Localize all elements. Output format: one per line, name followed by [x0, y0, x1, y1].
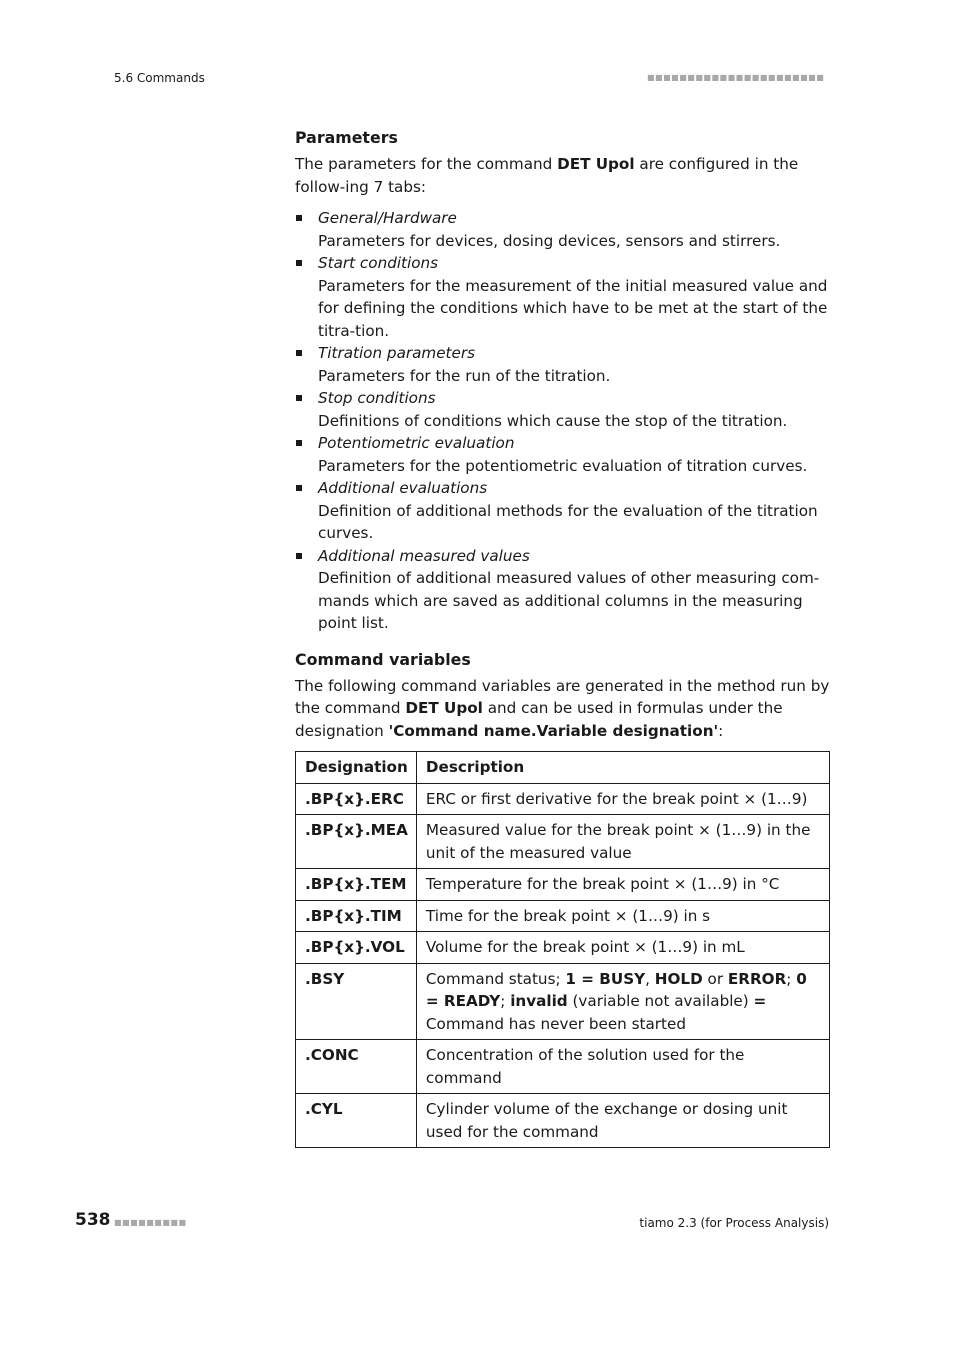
tab-description: Parameters for devices, dosing devices, sensors and stirrers. — [318, 231, 781, 250]
column-header-description: Description — [416, 752, 829, 784]
tab-item-general-hardware — [295, 207, 830, 252]
bullet-icon — [296, 260, 302, 266]
table-row — [296, 1094, 830, 1148]
description-cell: Time for the break point × (1…9) in s — [416, 900, 829, 932]
tab-item-potentiometric-evaluation — [295, 432, 830, 477]
tab-description: Definitions of conditions which cause the stop of the titration. — [318, 411, 788, 430]
page-content — [295, 127, 830, 1148]
table-row — [296, 900, 830, 932]
table-row — [296, 963, 830, 1040]
running-header-section: 5.6 Commands — [114, 71, 205, 85]
footer-product-name: tiamo 2.3 (for Process Analysis) — [639, 1216, 829, 1230]
table-row — [296, 932, 830, 964]
parameters-heading: Parameters — [295, 128, 398, 147]
table-header-row — [296, 752, 830, 784]
tab-description: Definition of additional methods for the evaluation of the titration curves. — [318, 501, 818, 542]
bullet-icon — [296, 395, 302, 401]
designation-cell: .BSY — [296, 963, 417, 1040]
tab-term: Additional evaluations — [318, 479, 488, 497]
bullet-icon — [296, 553, 302, 559]
bold-text: 'Command name.Variable designation' — [388, 721, 719, 740]
column-header-designation: Designation — [296, 752, 417, 784]
designation-cell: .BP{x}.VOL — [296, 932, 417, 964]
bullet-icon — [296, 485, 302, 491]
command-variables-table — [295, 751, 830, 1148]
bullet-icon — [296, 440, 302, 446]
parameters-intro: The parameters for the command DET Upol are configured in the follow-ing 7 tabs: — [295, 155, 799, 196]
description-cell: Cylinder volume of the exchange or dosing unit used for the command — [416, 1094, 829, 1148]
designation-cell: .BP{x}.TEM — [296, 869, 417, 901]
designation-cell: .BP{x}.TIM — [296, 900, 417, 932]
command-variables-heading: Command variables — [295, 649, 471, 669]
designation-cell: .CONC — [296, 1040, 417, 1094]
tab-term: Titration parameters — [318, 344, 476, 362]
bold-text: DET Upol — [557, 155, 635, 173]
command-variables-section — [295, 649, 830, 1149]
tab-description: Parameters for the potentiometric evaluation of titration curves. — [318, 456, 808, 475]
bullet-icon — [296, 350, 302, 356]
tab-description: Parameters for the run of the titration. — [318, 366, 611, 385]
designation-cell: .BP{x}.ERC — [296, 783, 417, 815]
tab-description: Definition of additional measured values of other measuring com-mands which are saved as additional columns in the measuring point list. — [318, 569, 820, 632]
footer-decorative-dots: ■■■■■■■■■ — [114, 1218, 187, 1227]
description-cell: Command status; 1 = BUSY, HOLD or ERROR; 0 = READY; invalid (variable not available) = Command has never been started — [416, 963, 829, 1040]
bold-text: HOLD — [654, 969, 703, 988]
command-variables-intro: The following command variables are generated in the method run by the command DET Upol and can be used in formulas under the designation 'Command name.Variable designation': — [295, 676, 830, 740]
bold-text: ERROR — [727, 969, 787, 988]
header-decorative-dots: ■■■■■■■■■■■■■■■■■■■■■■ — [647, 73, 825, 82]
description-cell: ERC or first derivative for the break point × (1…9) — [416, 783, 829, 815]
bold-text: DET Upol — [405, 699, 483, 717]
tab-item-additional-measured-values — [295, 545, 830, 635]
bullet-icon — [296, 215, 302, 221]
tab-term: Stop conditions — [318, 389, 436, 407]
table-row — [296, 783, 830, 815]
bold-text: 0 = READY — [425, 969, 807, 1010]
bold-text: = — [753, 992, 767, 1010]
tab-term: General/Hardware — [318, 209, 457, 227]
bold-text: 1 = BUSY — [565, 969, 646, 988]
description-cell: Volume for the break point × (1…9) in mL — [416, 932, 829, 964]
description-cell: Temperature for the break point × (1…9) in °C — [416, 869, 829, 901]
description-cell: Measured value for the break point × (1…9) in the unit of the measured value — [416, 815, 829, 869]
tab-item-titration-parameters — [295, 342, 830, 387]
tab-item-start-conditions — [295, 252, 830, 342]
table-row — [296, 1040, 830, 1094]
tab-item-stop-conditions — [295, 387, 830, 432]
tab-item-additional-evaluations — [295, 477, 830, 545]
bold-text: invalid — [510, 992, 568, 1010]
table-row — [296, 869, 830, 901]
page-number: 538 — [75, 1210, 111, 1230]
tab-term: Potentiometric evaluation — [318, 434, 515, 452]
tabs-list — [295, 207, 830, 635]
tab-term: Additional measured values — [318, 546, 530, 565]
designation-cell: .CYL — [296, 1094, 417, 1148]
description-cell: Concentration of the solution used for the command — [416, 1040, 829, 1094]
table-row — [296, 815, 830, 869]
tab-description: Parameters for the measurement of the initial measured value and for defining the conditions which have to be met at the start of the titra-tion. — [318, 276, 828, 340]
tab-term: Start conditions — [318, 254, 439, 272]
designation-cell: .BP{x}.MEA — [296, 815, 417, 869]
